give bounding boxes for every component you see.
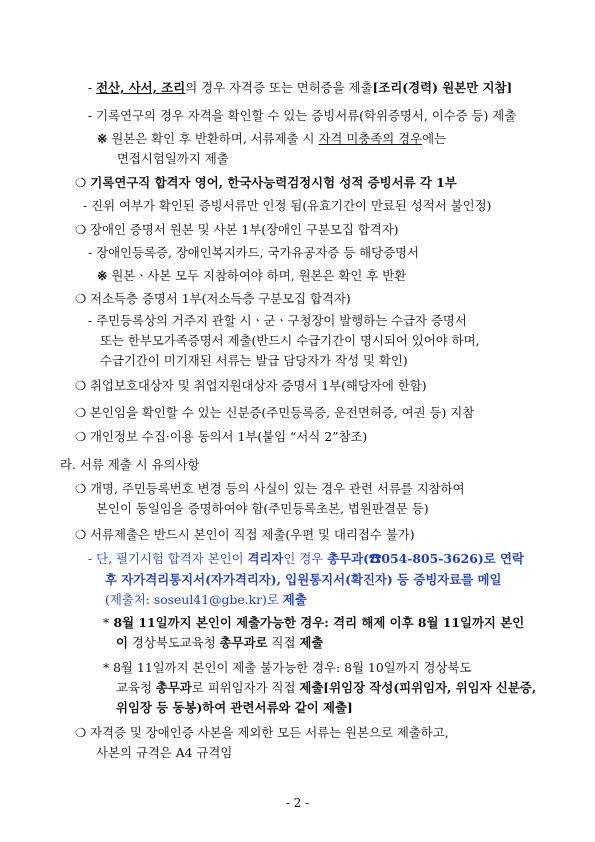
- reference-mark: ※: [97, 268, 108, 283]
- circle-bullet-icon: ❍: [75, 222, 87, 237]
- doc-line-27: 교육청 총무과로 피위임자가 직접 제출[위임장 작성(피위임자, 위임자 신분증,: [116, 680, 537, 695]
- doc-line-15: ❍ 본인임을 확인할 수 있는 신분증(주민등록증, 운전면허증, 여권 등) 지참: [75, 405, 475, 420]
- bold-phrase: [조리(경력) 원본만 지참]: [372, 80, 513, 95]
- circle-bullet-icon: ❍: [75, 725, 87, 740]
- section-heading: 라. 서류 제출 시 유의사항: [60, 457, 200, 472]
- email-text: (제출처: soseul41@gbe.kr)로: [105, 592, 283, 607]
- doc-line-23: (제출처: soseul41@gbe.kr)로 제출: [105, 592, 307, 607]
- doc-line-3: ※ 원본은 확인 후 반환하며, 서류제출 시 자격 미충족의 경우에는: [97, 131, 447, 146]
- reference-mark: ※: [97, 131, 108, 146]
- asterisk-bullet: *: [103, 615, 110, 630]
- doc-line-14: ❍ 취업보호대상자 및 취업지원대상자 증명서 1부(해당자에 한함): [75, 378, 427, 393]
- underlined-phrase: 전산, 사서, 조리: [96, 80, 186, 95]
- doc-line-20: ❍ 서류제출은 반드시 본인이 직접 제출(우편 및 대리접수 불가): [75, 527, 415, 542]
- doc-line-12: 또는 한부모가족증명서 제출(반드시 수급기간이 명시되어 있어야 하며,: [100, 333, 480, 348]
- doc-line-5: ❍ 기록연구직 합격자 영어, 한국사능력검정시험 성적 증빙서류 각 1부: [75, 175, 457, 190]
- dash-bullet: -: [88, 313, 93, 328]
- doc-line-13: 수급기간이 미기재된 서류는 발급 담당자가 작성 및 확인): [100, 353, 408, 368]
- doc-line-29: ❍ 자격증 및 장애인증 사본을 제외한 모든 서류는 원본으로 제출하고,: [75, 725, 449, 740]
- circle-bullet-icon: ❍: [75, 378, 87, 393]
- page-number: - 2 -: [285, 796, 310, 810]
- circle-bullet-icon: ❍: [75, 527, 87, 542]
- doc-line-26: * 8월 11일까지 본인이 제출 불가능한 경우: 8월 10일까지 경상북도: [103, 660, 472, 675]
- doc-line-4: 면접시험일까지 제출: [117, 151, 229, 166]
- doc-line-11: - 주민등록상의 거주지 관할 시ㆍ군ㆍ구청장이 발행하는 수급자 증명서: [88, 313, 467, 328]
- circle-bullet-icon: ❍: [75, 291, 87, 306]
- circle-bullet-icon: ❍: [75, 175, 87, 190]
- circle-bullet-icon: ❍: [75, 429, 87, 444]
- dash-bullet: -: [88, 551, 93, 566]
- doc-line-1: - 전산, 사서, 조리의 경우 자격증 또는 면허증을 제출[조리(경력) 원본만 지참]: [88, 80, 513, 95]
- doc-line-6: - 진위 여부가 확인된 증빙서류만 인정 됨(유효기간이 만료된 성적서 불인정): [83, 198, 492, 213]
- doc-line-16: ❍ 개인정보 수집·이용 동의서 1부(붙임 “서식 2”참조): [75, 429, 368, 444]
- dash-bullet: -: [88, 80, 93, 95]
- doc-line-21: - 단, 필기시험 합격자 본인이 격리자인 경우 총무과(☎054-805-3626)로 연락: [88, 551, 524, 566]
- doc-line-2: - 기록연구의 경우 자격을 확인할 수 있는 증빙서류(학위증명서, 이수증 등) 제출: [88, 108, 517, 123]
- doc-line-7: ❍ 장애인 증명서 원본 및 사본 1부(장애인 구분모집 합격자): [75, 222, 399, 237]
- doc-line-28: 위임장 등 동봉)하여 관련서류와 같이 제출]: [116, 700, 353, 715]
- circle-bullet-icon: ❍: [75, 481, 87, 496]
- dash-bullet: -: [88, 245, 93, 260]
- doc-line-19: 본인이 동일임을 증명하여야 함(주민등록초본, 법원판결문 등): [96, 501, 429, 516]
- underlined-phrase: 자격 미충족의 경우: [318, 131, 423, 146]
- doc-line-25: 이 경상북도교육청 총무과로 직접 제출: [116, 635, 324, 650]
- doc-line-22: 후 자가격리통지서(자가격리자), 입원통지서(확진자) 등 증빙자료를 메일: [105, 572, 502, 587]
- doc-line-30: 사본의 규격은 A4 규격임: [96, 745, 233, 760]
- doc-line-10: ❍ 저소득층 증명서 1부(저소득층 구분모집 합격자): [75, 291, 351, 306]
- asterisk-bullet: *: [103, 660, 110, 675]
- dash-bullet: -: [88, 108, 93, 123]
- doc-line-9: ※ 원본ㆍ사본 모두 지참하여야 하며, 원본은 확인 후 반환: [97, 268, 407, 283]
- doc-line-8: - 장애인등록증, 장애인복지카드, 국가유공자증 등 해당증명서: [88, 245, 419, 260]
- doc-line-18: ❍ 개명, 주민등록번호 변경 등의 사실이 있는 경우 관련 서류를 지참하여: [75, 481, 465, 496]
- dash-bullet: -: [83, 198, 88, 213]
- circle-bullet-icon: ❍: [75, 405, 87, 420]
- doc-line-24: * 8월 11일까지 본인이 제출가능한 경우: 격리 해제 이후 8월 11일까지 본인: [103, 615, 525, 630]
